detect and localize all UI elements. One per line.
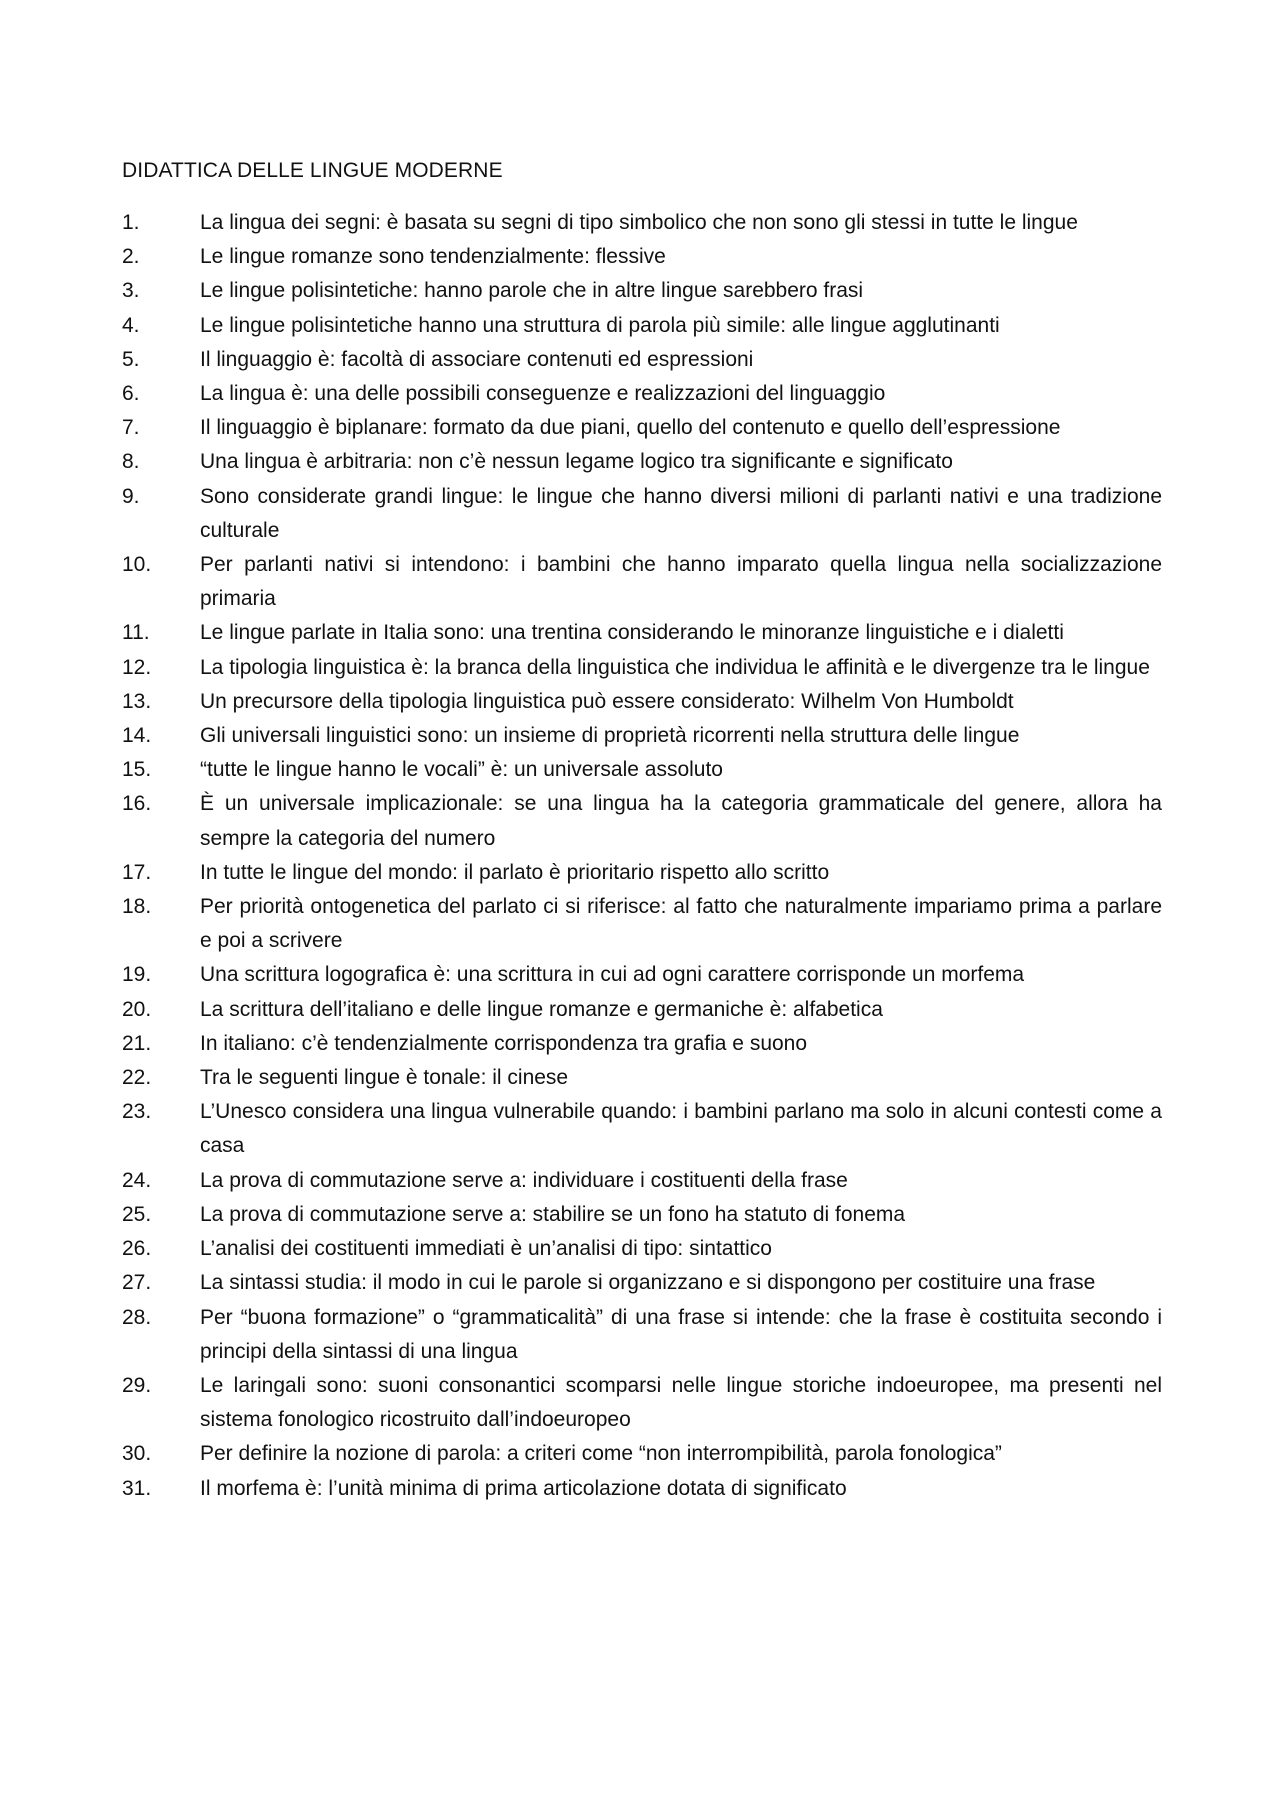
list-item xyxy=(122,274,1162,308)
item-number: 6. xyxy=(122,382,140,406)
item-text: Il linguaggio è: facoltà di associare contenuti ed espressioni xyxy=(200,347,754,371)
item-number: 11. xyxy=(122,621,150,645)
list-item xyxy=(122,1472,1162,1506)
item-text: Le lingue polisintetiche hanno una struttura di parola più simile: alle lingue agglutinanti xyxy=(200,313,1000,337)
list-item xyxy=(122,719,1162,753)
item-number: 22. xyxy=(122,1066,152,1090)
list-item xyxy=(122,1027,1162,1061)
item-text: Una lingua è arbitraria: non c’è nessun legame logico tra significante e significato xyxy=(200,450,953,474)
item-number: 15. xyxy=(122,758,152,782)
list-item xyxy=(122,651,1162,685)
item-number: 29. xyxy=(122,1373,152,1397)
item-text: Tra le seguenti lingue è tonale: il cinese xyxy=(200,1066,569,1090)
item-text: Per parlanti nativi si intendono: i bambini che hanno imparato quella lingua nella socializzazione primaria xyxy=(200,553,1162,611)
list-item xyxy=(122,1301,1162,1369)
item-text: Il linguaggio è biplanare: formato da due piani, quello del contenuto e quello dell’espressione xyxy=(200,416,1061,440)
item-number: 21. xyxy=(122,1031,152,1055)
item-number: 5. xyxy=(122,347,140,371)
item-text: Gli universali linguistici sono: un insieme di proprietà ricorrenti nella struttura delle lingue xyxy=(200,724,1020,748)
item-number: 7. xyxy=(122,416,140,440)
item-number: 28. xyxy=(122,1305,152,1329)
numbered-question-list xyxy=(122,206,1162,1506)
document-title: DIDATTICA DELLE LINGUE MODERNE xyxy=(122,159,503,182)
item-number: 24. xyxy=(122,1168,152,1192)
item-text: Le laringali sono: suoni consonantici scomparsi nelle lingue storiche indoeuropee, ma presenti nel sistema fonologico ricostruito dall’indoeuropeo xyxy=(200,1373,1162,1432)
item-number: 27. xyxy=(122,1271,152,1295)
item-number: 1. xyxy=(122,211,140,234)
list-item xyxy=(122,206,1162,240)
list-item xyxy=(122,685,1162,719)
item-text: “tutte le lingue hanno le vocali” è: un universale assoluto xyxy=(200,758,723,782)
item-number: 2. xyxy=(122,245,140,269)
list-item xyxy=(122,1369,1162,1437)
list-item xyxy=(122,958,1162,992)
item-number: 13. xyxy=(122,689,152,713)
item-number: 20. xyxy=(122,997,152,1021)
list-item xyxy=(122,616,1162,650)
item-number: 23. xyxy=(122,1100,152,1124)
item-number: 12. xyxy=(122,655,152,679)
list-item xyxy=(122,480,1162,548)
item-text: L’Unesco considera una lingua vulnerabile quando: i bambini parlano ma solo in alcuni contesti come a casa xyxy=(200,1100,1162,1158)
item-number: 25. xyxy=(122,1202,152,1226)
list-item xyxy=(122,753,1162,787)
list-item xyxy=(122,1437,1162,1471)
item-text: L’analisi dei costituenti immediati è un’analisi di tipo: sintattico xyxy=(200,1237,772,1261)
list-item xyxy=(122,787,1162,855)
item-number: 9. xyxy=(122,484,140,508)
item-number: 26. xyxy=(122,1237,152,1261)
item-number: 19. xyxy=(122,963,152,987)
item-text: Le lingue parlate in Italia sono: una trentina considerando le minoranze linguistiche e i dialetti xyxy=(200,621,1064,645)
item-text: La prova di commutazione serve a: individuare i costituenti della frase xyxy=(200,1168,848,1192)
list-item xyxy=(122,890,1162,958)
item-text: Per definire la nozione di parola: a criteri come “non interrompibilità, parola fonologica” xyxy=(200,1442,1002,1466)
item-text: La sintassi studia: il modo in cui le parole si organizzano e si dispongono per costituire una frase xyxy=(200,1271,1096,1295)
list-item xyxy=(122,856,1162,890)
item-text: Le lingue romanze sono tendenzialmente: flessive xyxy=(200,245,666,269)
list-item xyxy=(122,377,1162,411)
item-number: 4. xyxy=(122,313,140,337)
list-item xyxy=(122,1232,1162,1266)
item-text: In italiano: c’è tendenzialmente corrispondenza tra grafia e suono xyxy=(200,1031,808,1055)
item-text: È un universale implicazionale: se una lingua ha la categoria grammaticale del genere, allora ha sempre la categoria del numero xyxy=(200,792,1162,850)
item-text: Una scrittura logografica è: una scrittura in cui ad ogni carattere corrisponde un morfema xyxy=(200,963,1025,987)
item-number: 31. xyxy=(122,1476,152,1500)
item-number: 18. xyxy=(122,895,152,919)
item-text: Il morfema è: l’unità minima di prima articolazione dotata di significato xyxy=(200,1476,847,1500)
item-number: 8. xyxy=(122,450,140,474)
item-number: 17. xyxy=(122,860,152,884)
item-number: 30. xyxy=(122,1442,152,1466)
list-item xyxy=(122,309,1162,343)
item-text: Per priorità ontogenetica del parlato ci si riferisce: al fatto che naturalmente impariamo prima a parlare e poi a scrivere xyxy=(200,895,1162,953)
list-item xyxy=(122,993,1162,1027)
list-item xyxy=(122,1164,1162,1198)
list-item xyxy=(122,1198,1162,1232)
list-item xyxy=(122,1266,1162,1300)
list-item xyxy=(122,548,1162,616)
item-number: 14. xyxy=(122,724,152,748)
item-text: La tipologia linguistica è: la branca della linguistica che individua le affinità e le divergenze tra le lingue xyxy=(200,655,1150,679)
list-item xyxy=(122,1061,1162,1095)
item-number: 3. xyxy=(122,279,140,303)
item-text: La lingua dei segni: è basata su segni di tipo simbolico che non sono gli stessi in tutte le lingue xyxy=(200,211,1078,234)
item-text: In tutte le lingue del mondo: il parlato è prioritario rispetto allo scritto xyxy=(200,860,830,884)
item-number: 10. xyxy=(122,553,152,577)
item-text: Un precursore della tipologia linguistica può essere considerato: Wilhelm Von Humboldt xyxy=(200,689,1014,713)
item-text: Sono considerate grandi lingue: le lingue che hanno diversi milioni di parlanti nativi e una tradizione culturale xyxy=(200,484,1162,542)
item-number: 16. xyxy=(122,792,152,816)
item-text: Per “buona formazione” o “grammaticalità” di una frase si intende: che la frase è costituita secondo i principi della sintassi di una lingua xyxy=(200,1305,1162,1363)
list-item xyxy=(122,411,1162,445)
list-item xyxy=(122,1095,1162,1163)
list-item xyxy=(122,240,1162,274)
item-text: La scrittura dell’italiano e delle lingue romanze e germaniche è: alfabetica xyxy=(200,997,883,1021)
list-item xyxy=(122,343,1162,377)
item-text: Le lingue polisintetiche: hanno parole che in altre lingue sarebbero frasi xyxy=(200,279,864,303)
item-text: La prova di commutazione serve a: stabilire se un fono ha statuto di fonema xyxy=(200,1202,906,1226)
list-item xyxy=(122,445,1162,479)
item-text: La lingua è: una delle possibili conseguenze e realizzazioni del linguaggio xyxy=(200,382,886,406)
